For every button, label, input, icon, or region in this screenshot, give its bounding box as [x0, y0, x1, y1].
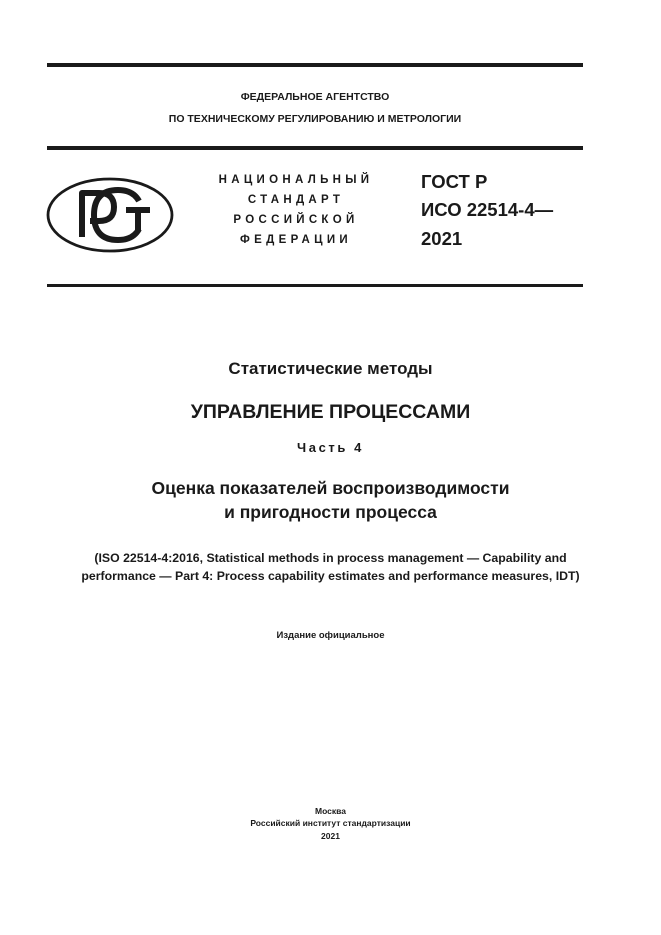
iso-reference-line-2: performance — Part 4: Process capability estimates and performance measures, IDT) [81, 569, 580, 583]
agency-line-2: ПО ТЕХНИЧЕСКОМУ РЕГУЛИРОВАНИЮ И МЕТРОЛОГИИ [168, 113, 462, 125]
publisher-city: Москва [315, 806, 346, 816]
subtitle [30, 476, 631, 524]
publisher-year: 2021 [321, 831, 340, 841]
standard-type-line-4: ФЕДЕРАЦИИ [240, 234, 352, 246]
edition-label: Издание официальное [276, 630, 385, 641]
main-title: УПРАВЛЕНИЕ ПРОЦЕССАМИ [190, 401, 471, 423]
agency-line-1: ФЕДЕРАЛЬНОЕ АГЕНТСТВО [240, 91, 390, 103]
general-title: Статистические методы [228, 359, 433, 378]
designation-rule [47, 284, 583, 287]
publisher-institute: Российский институт стандартизации [250, 818, 411, 828]
iso-reference-line-1: (ISO 22514-4:2016, Statistical methods in process management — Capability and [94, 551, 567, 565]
header-rule [47, 146, 583, 150]
designation-line-3: 2021 [421, 228, 463, 249]
top-rule [47, 63, 583, 67]
iso-reference [20, 549, 641, 585]
standard-type-line-2: СТАНДАРТ [247, 194, 345, 206]
standard-type-line-3: РОССИЙСКОЙ [233, 214, 359, 226]
part-number: Часть 4 [297, 440, 364, 455]
designation-line-2: ИСО 22514-4— [421, 199, 554, 220]
standard-type-line-1: НАЦИОНАЛЬНЫЙ [218, 174, 374, 186]
subtitle-line-2: и пригодности процесса [224, 502, 437, 522]
subtitle-line-1: Оценка показателей воспроизводимости [151, 478, 510, 498]
designation-line-1: ГОСТ Р [421, 171, 488, 192]
rst-certification-mark-icon [46, 177, 174, 253]
